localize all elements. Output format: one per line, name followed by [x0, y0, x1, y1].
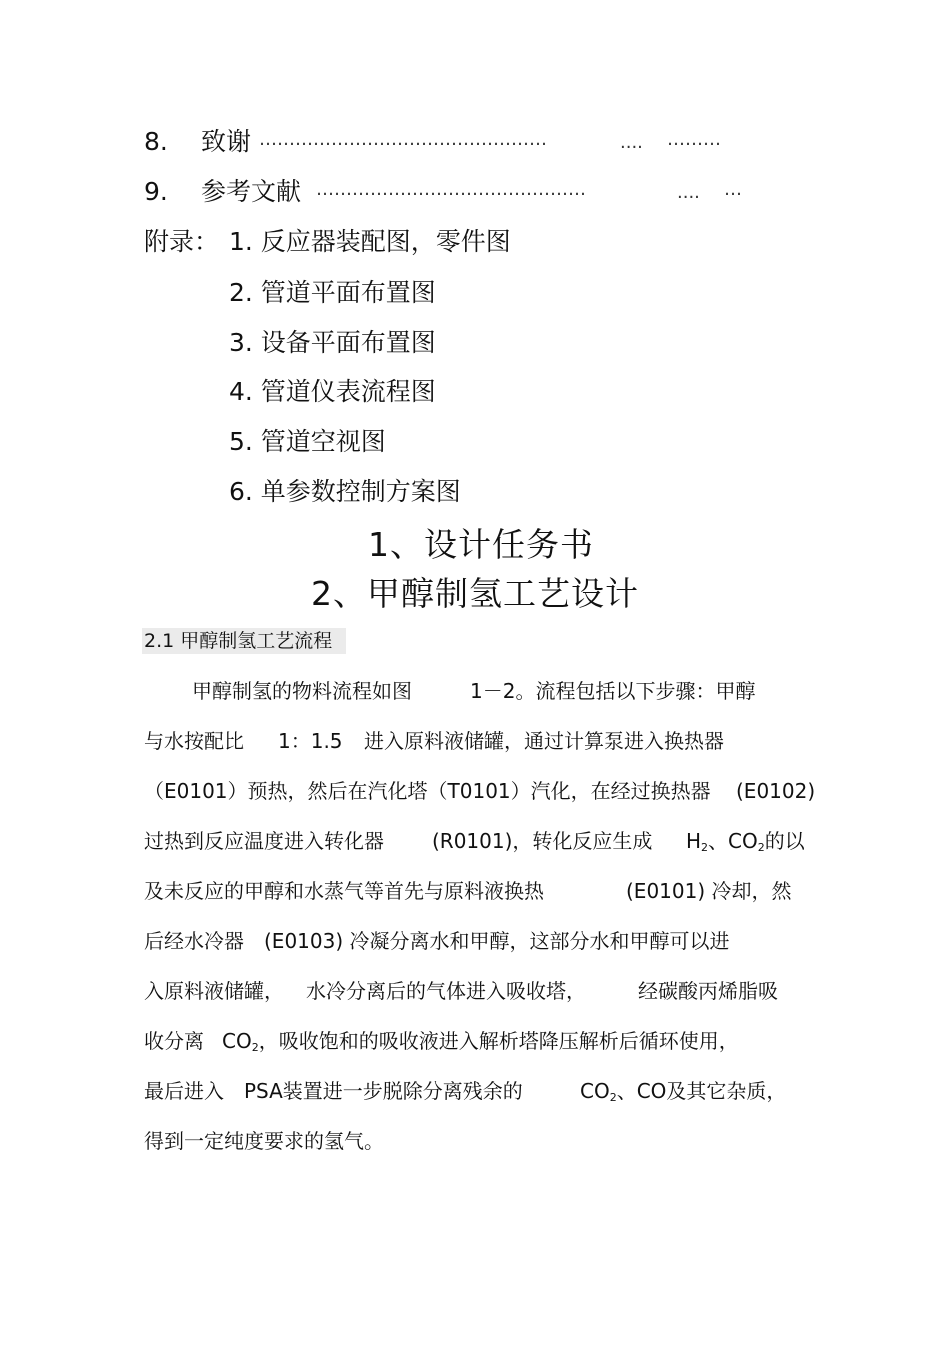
toc-leader: ……………………………………… — [316, 179, 586, 200]
appendix-item: 6. 单参数控制方案图 — [229, 477, 461, 506]
toc-leader: ………………………………………… — [259, 129, 547, 150]
toc-title: 致谢 — [201, 127, 252, 156]
toc-title: 参考文献 — [201, 177, 302, 206]
toc-leader-tail: .... — [677, 182, 700, 203]
paragraph-line: 得到一定纯度要求的氢气。 — [144, 1129, 384, 1153]
appendix-item: 1. 反应器装配图，零件图 — [229, 227, 511, 256]
heading-process-design: 2、甲醇制氢工艺设计 — [311, 574, 639, 613]
toc-leader-tail: … — [724, 179, 742, 200]
appendix-item: 2. 管道平面布置图 — [229, 278, 436, 307]
appendix-item: 4. 管道仪表流程图 — [229, 377, 436, 406]
appendix-item: 5. 管道空视图 — [229, 427, 386, 456]
appendix-item: 3. 设备平面布置图 — [229, 328, 436, 357]
heading-design-task: 1、设计任务书 — [368, 525, 594, 564]
toc-leader-tail: .... — [620, 132, 643, 153]
toc-number: 9. — [144, 177, 168, 206]
toc-leader-tail: ……… — [667, 129, 721, 150]
toc-number: 8. — [144, 127, 168, 156]
appendix-label: 附录： — [144, 227, 220, 256]
section-title: 2.1 甲醇制氢工艺流程 — [142, 628, 346, 654]
